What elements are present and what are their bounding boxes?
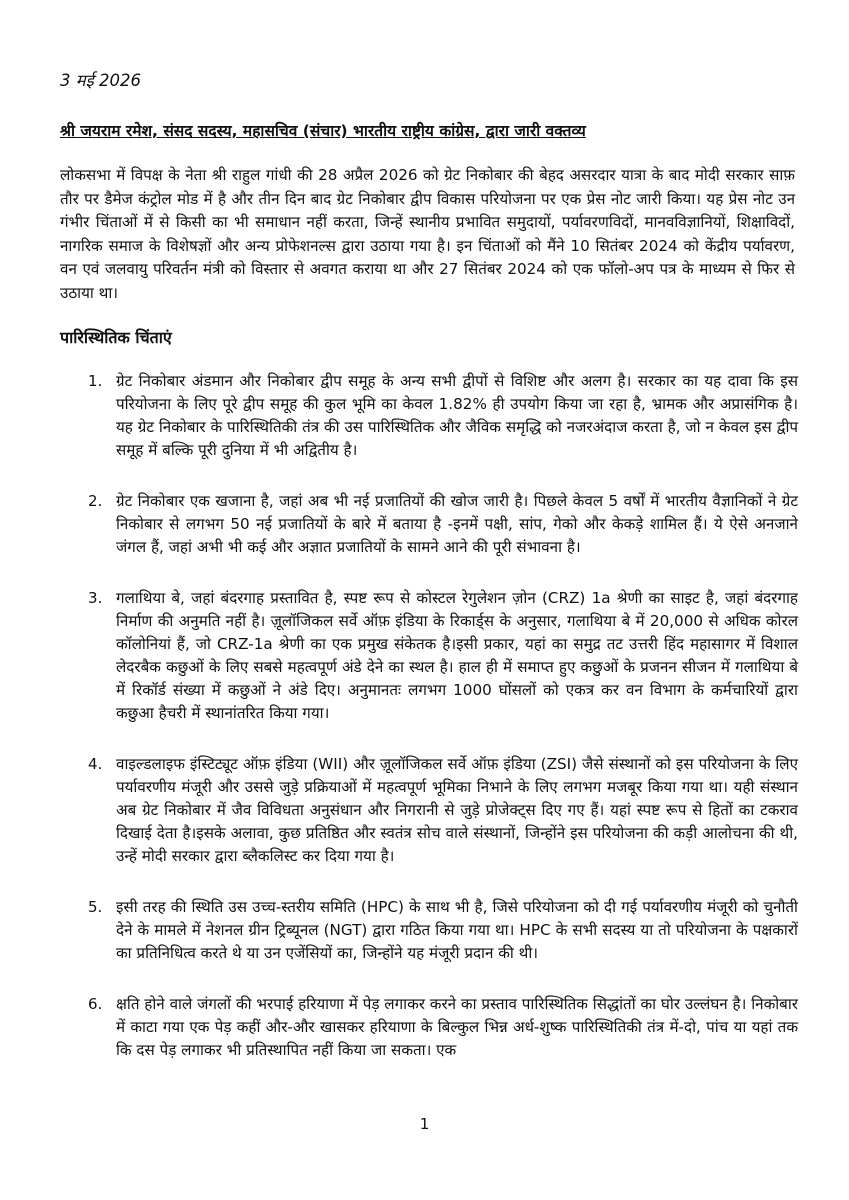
list-item-number: 3. — [88, 589, 103, 607]
list-item-number: 6. — [88, 995, 103, 1013]
list-item — [88, 370, 798, 462]
list-item-number: 4. — [88, 755, 103, 773]
statement-heading: श्री जयराम रमेश, संसद सदस्य, महासचिव (संचार) भारतीय राष्ट्रीय कांग्रेस, द्वारा जारी वक्तव्य — [60, 122, 586, 140]
list-item-text: गलाथिया बे, जहां बंदरगाह प्रस्तावित है, स्पष्ट रूप से कोस्टल रेगुलेशन ज़ोन (CRZ) 1a श्रेणी का साइट है, जहां बंदरगाह निर्माण की अनुमति नहीं है। ज़ूलॉजिकल सर्वे ऑफ़ इंडिया के रिकार्ड्स के अनुसार, गलाथिया बे में 20,000 से अधिक कोरल कॉलोनियां हैं, जो CRZ-1a श्रेणी का एक प्रमुख संकेतक है।इसी प्रकार, यहां का समुद्र तट उत्तरी हिंद महासागर में विशाल लेदरबैक कछुओं के लिए सबसे महत्वपूर्ण अंडे देने का स्थल है। हाल ही में समाप्त हुए कछुओं के प्रजनन सीजन में गलाथिया बे में रिकॉर्ड संख्या में कछुओं ने अंडे दिए। अनुमानतः लगभग 1000 घोंसलों को एकत्र कर वन विभाग के कर्मचारियों द्वारा कछुआ हैचरी में स्थानांतरित किया गया। — [116, 589, 798, 722]
intro-paragraph: लोकसभा में विपक्ष के नेता श्री राहुल गांधी की 28 अप्रैल 2026 को ग्रेट निकोबार की बेहद असरदार यात्रा के बाद मोदी सरकार साफ़ तौर पर डैमेज कंट्रोल मोड में है और तीन दिन बाद ग्रेट निकोबार द्वीप विकास परियोजना पर एक प्रेस नोट जारी किया। यह प्रेस नोट उन गंभीर चिंताओं में से किसी का भी समाधान नहीं करता, जिन्हें स्थानीय प्रभावित समुदायों, पर्यावरणविदों, मानवविज्ञानियों, शिक्षाविदों, नागरिक समाज के विशेषज्ञों और अन्य प्रोफेशनल्स द्वारा उठाया गया है। इन चिंताओं को मैंने 10 सितंबर 2024 को केंद्रीय पर्यावरण, वन एवं जलवायु परिवर्तन मंत्री को विस्तार से अवगत कराया था और 27 सितंबर 2024 को एक फॉलो-अप पत्र के माध्यम से फिर से उठाया था। — [60, 166, 795, 302]
list-item-text: क्षति होने वाले जंगलों की भरपाई हरियाणा में पेड़ लगाकर करने का प्रस्ताव पारिस्थितिक सिद्धांतों का घोर उल्लंघन है। निकोबार में काटा गया एक पेड़ कहीं और-और खासकर हरियाणा के बिल्कुल भिन्न अर्ध-शुष्क पारिस्थितिकी तंत्र में-दो, पांच या यहां तक कि दस पेड़ लगाकर भी प्रतिस्थापित नहीं किया जा सकता। एक — [116, 995, 798, 1059]
list-item-text: ग्रेट निकोबार एक खजाना है, जहां अब भी नई प्रजातियों की खोज जारी है। पिछले केवल 5 वर्षों में भारतीय वैज्ञानिकों ने ग्रेट निकोबार से लगभग 50 नई प्रजातियों के बारे में बताया है -इनमें पक्षी, सांप, गेको और केकड़े शामिल हैं। ये ऐसे अनजाने जंगल हैं, जहां अभी भी कई और अज्ञात प्रजातियों के सामने आने की पूरी संभावना है। — [116, 492, 798, 556]
list-item-number: 5. — [88, 898, 103, 916]
list-item — [88, 753, 798, 868]
list-item — [88, 587, 798, 725]
list-item — [88, 896, 798, 965]
list-item-text: वाइल्डलाइफ इंस्टिट्यूट ऑफ़ इंडिया (WII) और ज़ूलॉजिकल सर्वे ऑफ़ इंडिया (ZSI) जैसे संस्थानों को इस परियोजना के लिए पर्यावरणीय मंजूरी और उससे जुड़े प्रक्रियाओं में महत्वपूर्ण भूमिका निभाने के लिए लगभग मजबूर किया गया था। यही संस्थान अब ग्रेट निकोबार में जैव विविधता अनुसंधान और निगरानी से जुड़े प्रोजेक्ट्स दिए गए हैं। यहां स्पष्ट रूप से हितों का टकराव दिखाई देता है।इसके अलावा, कुछ प्रतिष्ठित और स्वतंत्र सोच वाले संस्थानों, जिन्होंने इस परियोजना की कड़ी आलोचना की थी, उन्हें मोदी सरकार द्वारा ब्लैकलिस्ट कर दिया गया है। — [116, 755, 798, 865]
section-title: पारिस्थितिक चिंताएं — [60, 328, 172, 347]
list-item-text: इसी तरह की स्थिति उस उच्च-स्तरीय समिति (HPC) के साथ भी है, जिसे परियोजना को दी गई पर्यावरणीय मंजूरी को चुनौती देने के मामले में नेशनल ग्रीन ट्रिब्यूनल (NGT) द्वारा गठित किया गया था। HPC के सभी सदस्य या तो परियोजना के पक्षकारों का प्रतिनिधित्व करते थे या उन एजेंसियों का, जिन्होंने यह मंजूरी प्रदान की थी। — [116, 898, 798, 962]
list-item-number: 1. — [88, 372, 103, 390]
list-item-text: ग्रेट निकोबार अंडमान और निकोबार द्वीप समूह के अन्य सभी द्वीपों से विशिष्ट और अलग है। सरकार का यह दावा कि इस परियोजना के लिए पूरे द्वीप समूह की कुल भूमि का केवल 1.82% ही उपयोग किया जा रहा है, भ्रामक और अप्रासंगिक है। यह ग्रेट निकोबार के पारिस्थितिकी तंत्र की उस पारिस्थितिक और जैविक समृद्धि को नजरअंदाज करता है, जो न केवल इस द्वीप समूह में बल्कि पूरी दुनिया में भी अद्वितीय है। — [116, 372, 798, 459]
list-item — [88, 993, 798, 1062]
concerns-list — [88, 370, 798, 1090]
list-item-number: 2. — [88, 492, 103, 510]
list-item — [88, 490, 798, 559]
document-date: 3 मई 2026 — [60, 71, 141, 90]
page-number: 1 — [419, 1115, 430, 1133]
